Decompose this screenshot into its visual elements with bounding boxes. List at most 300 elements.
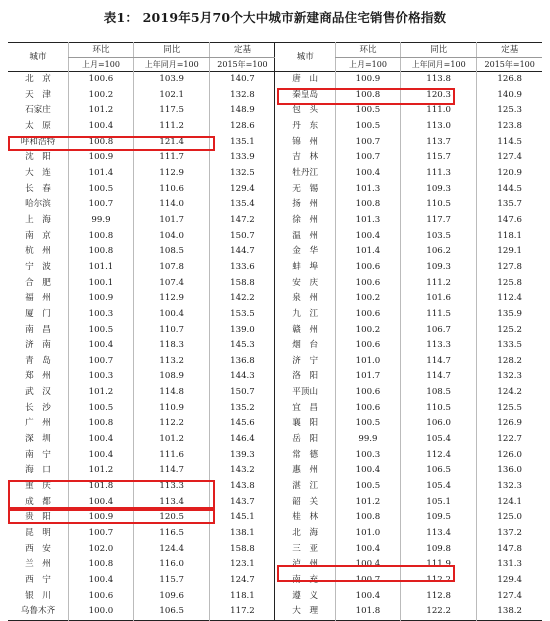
base-cell-right: 147.8 [477, 542, 542, 558]
mom-cell-right: 100.6 [335, 338, 400, 354]
yoy-cell-left: 104.0 [134, 229, 210, 245]
yoy-cell-right: 111.3 [400, 166, 476, 182]
yoy-cell-left: 109.6 [134, 589, 210, 605]
header-mom-right: 环比 [335, 43, 400, 58]
city-cell-left: 兰 州 [25, 559, 51, 570]
city-cell-right: 泉 州 [275, 291, 335, 307]
city-cell-right: 牡丹江 [275, 166, 335, 182]
yoy-cell-left: 111.6 [134, 448, 210, 464]
yoy-cell-right: 117.7 [400, 213, 476, 229]
city-cell-right: 丹 东 [275, 119, 335, 135]
base-cell-right: 147.6 [477, 213, 542, 229]
city-cell-right: 常 德 [275, 448, 335, 464]
yoy-cell-right: 109.8 [400, 542, 476, 558]
mom-cell-right: 100.6 [335, 276, 400, 292]
base-cell-left: 128.6 [210, 119, 275, 135]
base-cell-left: 133.6 [210, 260, 275, 276]
mom-cell-right: 101.7 [335, 369, 400, 385]
base-cell-left: 135.2 [210, 401, 275, 417]
mom-cell-left: 101.4 [68, 166, 133, 182]
mom-cell-left: 100.9 [68, 510, 133, 526]
table-row [8, 182, 542, 198]
base-cell-right: 129.4 [477, 573, 542, 589]
city-cell-right: 九 江 [275, 307, 335, 323]
mom-cell-right: 100.9 [335, 72, 400, 88]
base-cell-left: 143.8 [210, 479, 275, 495]
header-city-left: 城市 [29, 52, 47, 62]
mom-cell-right: 100.8 [335, 197, 400, 213]
subheader-yoy-left: 上年同月=100 [134, 58, 210, 72]
table-row [8, 604, 542, 620]
table-row [8, 510, 542, 526]
table-row [8, 197, 542, 213]
table-row [8, 276, 542, 292]
base-cell-left: 139.0 [210, 323, 275, 339]
subheader-mom-right: 上月=100 [335, 58, 400, 72]
city-cell-right: 秦皇岛 [275, 88, 335, 104]
city-cell-left: 上 海 [25, 214, 51, 225]
mom-cell-right: 101.0 [335, 526, 400, 542]
city-cell-left: 呼和浩特 [20, 136, 56, 147]
yoy-cell-left: 120.5 [134, 510, 210, 526]
city-cell-left: 海 口 [25, 465, 51, 476]
mom-cell-right: 99.9 [335, 432, 400, 448]
table-title: 表1： 2019年5月70个大中城市新建商品住宅销售价格指数 [103, 10, 447, 25]
yoy-cell-right: 114.7 [400, 369, 476, 385]
table-body [8, 72, 542, 621]
mom-cell-right: 100.2 [335, 323, 400, 339]
yoy-cell-left: 114.0 [134, 197, 210, 213]
mom-cell-right: 100.4 [335, 542, 400, 558]
city-cell-left: 石家庄 [25, 105, 51, 116]
table-row [8, 213, 542, 229]
yoy-cell-left: 113.4 [134, 495, 210, 511]
city-cell-left: 天 津 [25, 89, 51, 100]
city-cell-left: 广 州 [25, 418, 51, 429]
city-cell-right: 惠 州 [275, 463, 335, 479]
city-cell-right: 平顶山 [275, 385, 335, 401]
city-cell-right: 包 头 [275, 103, 335, 119]
mom-cell-left: 100.6 [68, 72, 133, 88]
base-cell-right: 135.7 [477, 197, 542, 213]
base-cell-right: 132.3 [477, 369, 542, 385]
base-cell-right: 137.2 [477, 526, 542, 542]
city-cell-right: 赣 州 [275, 323, 335, 339]
yoy-cell-right: 111.2 [400, 276, 476, 292]
mom-cell-left: 100.3 [68, 307, 133, 323]
city-cell-left: 哈尔滨 [25, 199, 51, 210]
yoy-cell-right: 115.7 [400, 150, 476, 166]
yoy-cell-left: 103.9 [134, 72, 210, 88]
table-row [8, 432, 542, 448]
base-cell-left: 145.1 [210, 510, 275, 526]
table-row [8, 401, 542, 417]
city-cell-left: 合 肥 [25, 277, 51, 288]
table-row [8, 103, 542, 119]
yoy-cell-left: 112.9 [134, 166, 210, 182]
yoy-cell-left: 124.4 [134, 542, 210, 558]
base-cell-left: 143.2 [210, 463, 275, 479]
mom-cell-right: 100.3 [335, 448, 400, 464]
city-cell-right: 三 亚 [275, 542, 335, 558]
table-row [8, 495, 542, 511]
base-cell-right: 124.1 [477, 495, 542, 511]
mom-cell-left: 101.8 [68, 479, 133, 495]
yoy-cell-left: 110.7 [134, 323, 210, 339]
header-yoy-right: 同比 [400, 43, 476, 58]
city-cell-left: 南 京 [25, 230, 51, 241]
table-row [8, 479, 542, 495]
mom-cell-left: 100.9 [68, 291, 133, 307]
yoy-cell-right: 109.3 [400, 260, 476, 276]
yoy-cell-right: 110.5 [400, 401, 476, 417]
mom-cell-left: 100.5 [68, 182, 133, 198]
base-cell-left: 135.4 [210, 197, 275, 213]
base-cell-left: 153.5 [210, 307, 275, 323]
city-cell-left: 太 原 [25, 120, 51, 131]
mom-cell-left: 100.4 [68, 495, 133, 511]
yoy-cell-left: 110.6 [134, 182, 210, 198]
city-cell-right: 金 华 [275, 244, 335, 260]
base-cell-left: 144.7 [210, 244, 275, 260]
mom-cell-right: 100.6 [335, 385, 400, 401]
mom-cell-left: 100.4 [68, 573, 133, 589]
yoy-cell-left: 116.0 [134, 557, 210, 573]
base-cell-left: 145.6 [210, 416, 275, 432]
yoy-cell-left: 102.1 [134, 88, 210, 104]
base-cell-right: 118.1 [477, 229, 542, 245]
table-row [8, 526, 542, 542]
yoy-cell-right: 111.0 [400, 103, 476, 119]
yoy-cell-left: 111.2 [134, 119, 210, 135]
table-row [8, 291, 542, 307]
mom-cell-left: 100.7 [68, 354, 133, 370]
mom-cell-left: 100.4 [68, 432, 133, 448]
mom-cell-left: 100.5 [68, 401, 133, 417]
mom-cell-left: 101.2 [68, 385, 133, 401]
yoy-cell-left: 108.5 [134, 244, 210, 260]
mom-cell-left: 100.4 [68, 119, 133, 135]
mom-cell-left: 100.8 [68, 416, 133, 432]
mom-cell-right: 101.4 [335, 244, 400, 260]
base-cell-left: 139.3 [210, 448, 275, 464]
yoy-cell-left: 114.8 [134, 385, 210, 401]
table-row [8, 244, 542, 260]
mom-cell-left: 100.8 [68, 557, 133, 573]
mom-cell-left: 100.3 [68, 369, 133, 385]
yoy-cell-right: 112.4 [400, 448, 476, 464]
mom-cell-right: 100.6 [335, 307, 400, 323]
mom-cell-left: 100.9 [68, 150, 133, 166]
mom-cell-right: 100.4 [335, 557, 400, 573]
city-cell-left: 银 川 [25, 590, 51, 601]
table-row [8, 338, 542, 354]
yoy-cell-left: 110.9 [134, 401, 210, 417]
base-cell-right: 123.8 [477, 119, 542, 135]
subheader-yoy-right: 上年同月=100 [400, 58, 476, 72]
city-cell-right: 安 庆 [275, 276, 335, 292]
mom-cell-left: 100.4 [68, 448, 133, 464]
table-row [8, 72, 542, 88]
yoy-cell-right: 113.8 [400, 72, 476, 88]
yoy-cell-right: 111.5 [400, 307, 476, 323]
city-cell-left: 宁 波 [25, 261, 51, 272]
city-cell-left: 大 连 [25, 167, 51, 178]
mom-cell-left: 102.0 [68, 542, 133, 558]
table-row [8, 150, 542, 166]
city-cell-left: 贵 阳 [25, 512, 51, 523]
yoy-cell-right: 105.1 [400, 495, 476, 511]
base-cell-left: 150.7 [210, 385, 275, 401]
table-row [8, 416, 542, 432]
base-cell-left: 136.8 [210, 354, 275, 370]
yoy-cell-left: 101.7 [134, 213, 210, 229]
mom-cell-left: 100.1 [68, 276, 133, 292]
base-cell-right: 127.4 [477, 150, 542, 166]
base-cell-right: 127.8 [477, 260, 542, 276]
mom-cell-right: 100.8 [335, 510, 400, 526]
city-cell-left: 青 岛 [25, 355, 51, 366]
base-cell-right: 120.9 [477, 166, 542, 182]
city-cell-right: 洛 阳 [275, 369, 335, 385]
city-cell-left: 北 京 [25, 74, 51, 84]
base-cell-left: 158.8 [210, 542, 275, 558]
header-mom-left: 环比 [68, 43, 133, 58]
table-row [8, 589, 542, 605]
base-cell-right: 127.4 [477, 589, 542, 605]
city-cell-left: 昆 明 [25, 528, 51, 539]
city-cell-right: 扬 州 [275, 197, 335, 213]
city-cell-right: 北 海 [275, 526, 335, 542]
base-cell-right: 128.2 [477, 354, 542, 370]
base-cell-left: 124.7 [210, 573, 275, 589]
mom-cell-right: 100.6 [335, 260, 400, 276]
yoy-cell-right: 105.4 [400, 479, 476, 495]
city-cell-left: 郑 州 [25, 371, 51, 382]
mom-cell-right: 100.5 [335, 479, 400, 495]
base-cell-left: 138.1 [210, 526, 275, 542]
city-cell-right: 遵 义 [275, 589, 335, 605]
yoy-cell-right: 110.5 [400, 197, 476, 213]
header-base-left: 定基 [210, 43, 275, 58]
yoy-cell-right: 106.7 [400, 323, 476, 339]
base-cell-left: 129.4 [210, 182, 275, 198]
yoy-cell-left: 107.8 [134, 260, 210, 276]
base-cell-right: 140.9 [477, 88, 542, 104]
yoy-cell-left: 106.5 [134, 604, 210, 620]
table-row [8, 307, 542, 323]
mom-cell-left: 100.8 [68, 244, 133, 260]
city-cell-right: 徐 州 [275, 213, 335, 229]
table-row [8, 463, 542, 479]
yoy-cell-right: 113.0 [400, 119, 476, 135]
base-cell-right: 136.0 [477, 463, 542, 479]
header-city-right: 城市 [275, 43, 335, 72]
mom-cell-right: 100.7 [335, 135, 400, 151]
subheader-mom-left: 上月=100 [68, 58, 133, 72]
table-row [8, 573, 542, 589]
yoy-cell-right: 112.8 [400, 589, 476, 605]
base-cell-right: 125.3 [477, 103, 542, 119]
base-cell-right: 124.2 [477, 385, 542, 401]
city-cell-right: 唐 山 [275, 72, 335, 88]
subheader-base-right: 2015年=100 [477, 58, 542, 72]
table-row [8, 119, 542, 135]
base-cell-left: 146.4 [210, 432, 275, 448]
yoy-cell-right: 101.6 [400, 291, 476, 307]
base-cell-left: 118.1 [210, 589, 275, 605]
table-row [8, 166, 542, 182]
yoy-cell-right: 113.7 [400, 135, 476, 151]
city-cell-left: 武 汉 [25, 387, 51, 398]
table-row [8, 542, 542, 558]
yoy-cell-right: 103.5 [400, 229, 476, 245]
city-cell-right: 宜 昌 [275, 401, 335, 417]
mom-cell-left: 100.2 [68, 88, 133, 104]
base-cell-right: 135.9 [477, 307, 542, 323]
mom-cell-left: 99.9 [68, 213, 133, 229]
city-cell-right: 南 充 [275, 573, 335, 589]
base-cell-right: 132.3 [477, 479, 542, 495]
city-cell-left: 乌鲁木齐 [20, 606, 56, 617]
yoy-cell-right: 105.4 [400, 432, 476, 448]
yoy-cell-right: 109.5 [400, 510, 476, 526]
city-cell-right: 锦 州 [275, 135, 335, 151]
base-cell-left: 117.2 [210, 604, 275, 620]
header-base-right: 定基 [477, 43, 542, 58]
yoy-cell-right: 106.2 [400, 244, 476, 260]
yoy-cell-left: 121.4 [134, 135, 210, 151]
yoy-cell-right: 113.3 [400, 338, 476, 354]
yoy-cell-right: 106.5 [400, 463, 476, 479]
table-row [8, 323, 542, 339]
mom-cell-right: 101.3 [335, 213, 400, 229]
base-cell-left: 150.7 [210, 229, 275, 245]
base-cell-left: 135.1 [210, 135, 275, 151]
city-cell-right: 吉 林 [275, 150, 335, 166]
base-cell-right: 125.8 [477, 276, 542, 292]
city-cell-right: 烟 台 [275, 338, 335, 354]
table-row [8, 135, 542, 151]
mom-cell-right: 101.0 [335, 354, 400, 370]
city-cell-left: 南 宁 [25, 449, 51, 460]
city-cell-right: 桂 林 [275, 510, 335, 526]
table-row [8, 354, 542, 370]
yoy-cell-right: 112.2 [400, 573, 476, 589]
table-row [8, 88, 542, 104]
city-cell-left: 重 庆 [25, 481, 51, 492]
yoy-cell-left: 112.2 [134, 416, 210, 432]
table-row [8, 260, 542, 276]
city-cell-left: 济 南 [25, 340, 51, 351]
base-cell-left: 123.1 [210, 557, 275, 573]
yoy-cell-left: 116.5 [134, 526, 210, 542]
base-cell-right: 131.3 [477, 557, 542, 573]
mom-cell-left: 100.5 [68, 323, 133, 339]
base-cell-left: 132.8 [210, 88, 275, 104]
yoy-cell-left: 113.3 [134, 479, 210, 495]
yoy-cell-left: 101.2 [134, 432, 210, 448]
base-cell-right: 129.1 [477, 244, 542, 260]
city-cell-left: 长 沙 [25, 402, 51, 413]
mom-cell-left: 100.6 [68, 589, 133, 605]
base-cell-right: 114.5 [477, 135, 542, 151]
mom-cell-left: 100.8 [68, 229, 133, 245]
base-cell-left: 132.5 [210, 166, 275, 182]
base-cell-left: 145.3 [210, 338, 275, 354]
yoy-cell-left: 112.9 [134, 291, 210, 307]
city-cell-left: 杭 州 [25, 246, 51, 257]
base-cell-left: 133.9 [210, 150, 275, 166]
mom-cell-right: 100.5 [335, 416, 400, 432]
mom-cell-right: 100.6 [335, 401, 400, 417]
yoy-cell-right: 111.9 [400, 557, 476, 573]
yoy-cell-right: 113.4 [400, 526, 476, 542]
base-cell-right: 125.5 [477, 401, 542, 417]
mom-cell-left: 101.1 [68, 260, 133, 276]
city-cell-left: 西 宁 [25, 575, 51, 585]
yoy-cell-left: 118.3 [134, 338, 210, 354]
mom-cell-right: 100.5 [335, 103, 400, 119]
table-row [8, 448, 542, 464]
mom-cell-left: 100.7 [68, 526, 133, 542]
mom-cell-right: 100.5 [335, 119, 400, 135]
table-row [8, 369, 542, 385]
mom-cell-right: 100.4 [335, 589, 400, 605]
base-cell-left: 140.7 [210, 72, 275, 88]
city-cell-left: 西 安 [25, 543, 51, 554]
city-cell-left: 南 昌 [25, 324, 51, 335]
yoy-cell-left: 114.7 [134, 463, 210, 479]
yoy-cell-right: 108.5 [400, 385, 476, 401]
city-cell-right: 温 州 [275, 229, 335, 245]
mom-cell-left: 100.7 [68, 197, 133, 213]
yoy-cell-right: 109.3 [400, 182, 476, 198]
base-cell-left: 142.2 [210, 291, 275, 307]
mom-cell-right: 101.2 [335, 495, 400, 511]
base-cell-right: 112.4 [477, 291, 542, 307]
base-cell-left: 158.8 [210, 276, 275, 292]
base-cell-left: 148.9 [210, 103, 275, 119]
mom-cell-left: 100.8 [68, 135, 133, 151]
table-row [8, 385, 542, 401]
base-cell-right: 125.2 [477, 323, 542, 339]
city-cell-right: 泸 州 [275, 557, 335, 573]
mom-cell-right: 100.4 [335, 463, 400, 479]
city-cell-left: 深 圳 [25, 434, 51, 445]
base-cell-right: 125.0 [477, 510, 542, 526]
subheader-base-left: 2015年=100 [210, 58, 275, 72]
base-cell-right: 144.5 [477, 182, 542, 198]
city-cell-left: 厦 门 [25, 308, 51, 319]
mom-cell-right: 100.7 [335, 150, 400, 166]
mom-cell-right: 100.2 [335, 291, 400, 307]
base-cell-right: 138.2 [477, 604, 542, 620]
base-cell-left: 144.3 [210, 369, 275, 385]
base-cell-right: 126.0 [477, 448, 542, 464]
base-cell-left: 143.7 [210, 495, 275, 511]
yoy-cell-right: 122.2 [400, 604, 476, 620]
mom-cell-right: 100.7 [335, 573, 400, 589]
mom-cell-left: 100.0 [68, 604, 133, 620]
base-cell-right: 126.8 [477, 72, 542, 88]
header-yoy-left: 同比 [134, 43, 210, 58]
city-cell-right: 无 锡 [275, 182, 335, 198]
yoy-cell-right: 120.3 [400, 88, 476, 104]
city-cell-right: 大 理 [275, 604, 335, 620]
yoy-cell-left: 115.7 [134, 573, 210, 589]
yoy-cell-left: 111.7 [134, 150, 210, 166]
